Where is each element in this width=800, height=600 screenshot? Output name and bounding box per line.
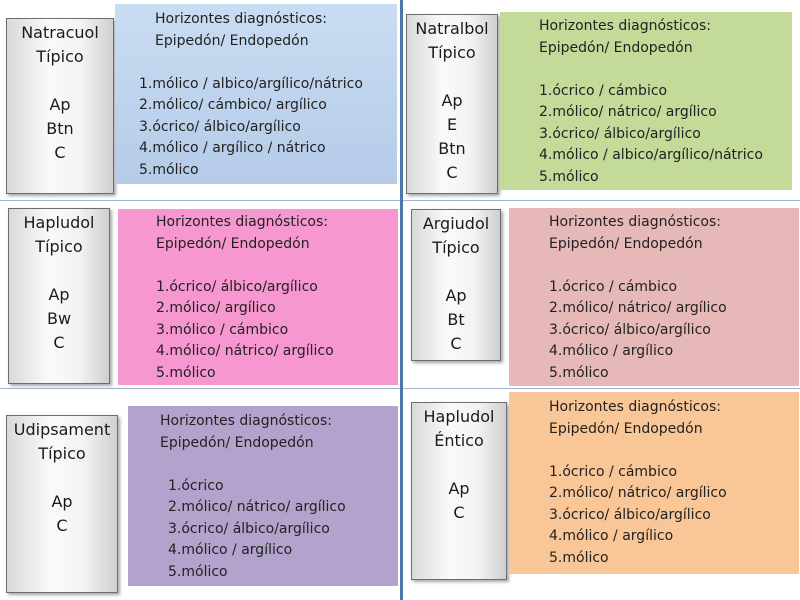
horizon-label: Ap [441,91,463,110]
horizon-label: C [450,334,462,353]
diagnostic-box-udipsament [128,406,398,586]
list-item: 3.ócrico/ álbico/argílico [168,520,330,537]
soil-subgroup: Típico [432,238,480,257]
diagnostic-title: Horizontes diagnósticos: [155,11,327,27]
soil-name-box-argiudol [411,209,501,361]
list-item: 4.mólico / argílico [168,542,293,558]
list-item: 2.mólico/ nátrico/ argílico [168,499,346,515]
horizon-label: Ap [49,95,71,114]
list-item: 4.mólico/ nátrico/ argílico [156,343,334,359]
diagnostic-subtitle: Epipedón/ Endopedón [549,235,703,252]
list-item: 2.mólico/ argílico [156,300,276,316]
soil-subgroup: Típico [428,43,476,62]
horizon-label: Ap [51,492,73,511]
diagnostic-list [539,81,792,189]
diagnostic-list [156,277,398,385]
column-divider [400,0,403,600]
diagnostic-title: Horizontes diagnósticos: [156,214,328,230]
list-item: 5.mólico [549,364,609,381]
soil-name: Udipsament [13,420,111,439]
soil-subgroup: Típico [35,237,83,256]
diagnostic-list [549,462,799,570]
list-item: 1.ócrico [168,477,224,494]
soil-name-box-natralbol [406,14,498,194]
diagnostic-title: Horizontes diagnósticos: [549,214,721,230]
list-item: 5.mólico [139,161,199,178]
horizon-label: C [56,516,68,535]
list-item: 3.mólico / cámbico [156,321,289,338]
soil-name: Natracuol [21,23,99,42]
list-item: 4.mólico / argílico [549,343,674,359]
diagnostic-subtitle: Epipedón/ Endopedón [549,420,703,437]
horizon-label: Ap [448,479,470,498]
diagnostic-box-natralbol [500,12,792,190]
horizon-label: Bw [46,309,72,328]
diagnostic-subtitle: Epipedón/ Endopedón [160,434,314,451]
horizon-label: Ap [48,285,70,304]
soil-name: Hapludol [23,213,95,232]
diagnostic-box-hapludol-tipico [118,209,398,385]
list-item: 2.mólico/ cámbico/ argílico [139,97,327,113]
soil-name: Natralbol [415,19,489,38]
list-item: 2.mólico/ nátrico/ argílico [549,485,727,501]
horizon-label: Btn [46,119,74,138]
list-item: 5.mólico [539,168,599,185]
soil-subgroup: Típico [36,47,84,66]
list-item: 2.mólico/ nátrico/ argílico [539,104,717,120]
list-item: 5.mólico [156,364,216,381]
diagnostic-title: Horizontes diagnósticos: [549,399,721,415]
soil-name-box-hapludol-entico [411,402,507,580]
list-item: 4.mólico / argílico / nátrico [139,140,326,156]
list-item: 3.ócrico/ álbico/argílico [549,506,711,523]
horizon-label: C [53,333,65,352]
list-item: 5.mólico [168,563,228,580]
diagnostic-box-hapludol-entico [509,392,799,574]
diagnostic-box-natracuol [115,4,397,184]
diagnostic-subtitle: Epipedón/ Endopedón [539,39,693,56]
soil-name-box-hapludol-tipico [8,208,110,384]
soil-subgroup: Éntico [434,431,484,450]
list-item: 1.ócrico / cámbico [539,82,668,99]
soil-name-box-natracuol [6,18,114,194]
horizon-label: C [446,163,458,182]
diagnostic-list [139,74,397,182]
horizon-label: C [54,143,66,162]
list-item: 1.ócrico / cámbico [549,463,678,480]
diagnostic-subtitle: Epipedón/ Endopedón [155,32,309,49]
diagnostic-box-argiudol [509,208,799,386]
diagnostic-title: Horizontes diagnósticos: [539,18,711,34]
diagnostic-list [549,277,799,385]
diagnostic-subtitle: Epipedón/ Endopedón [156,235,310,252]
horizon-label: E [446,115,458,134]
list-item: 3.ócrico/ álbico/argílico [139,118,301,135]
list-item: 5.mólico [549,549,609,566]
list-item: 1.ócrico / cámbico [549,278,678,295]
soil-name: Hapludol [423,407,495,426]
soil-name-box-udipsament [6,415,118,593]
horizon-label: C [453,503,465,522]
list-item: 3.ócrico/ álbico/argílico [549,321,711,338]
diagnostic-title: Horizontes diagnósticos: [160,413,332,429]
diagnostic-list [168,476,398,584]
list-item: 2.mólico/ nátrico/ argílico [549,300,727,316]
soil-subgroup: Típico [38,444,86,463]
horizon-label: Bt [447,310,465,329]
list-item: 3.ócrico/ álbico/argílico [539,125,701,142]
list-item: 4.mólico / albico/argílico/nátrico [539,147,763,163]
list-item: 1.mólico / albico/argílico/nátrico [139,75,363,92]
list-item: 4.mólico / argílico [549,528,674,544]
list-item: 1.ócrico/ álbico/argílico [156,278,318,295]
horizon-label: Ap [445,286,467,305]
horizon-label: Btn [438,139,466,158]
soil-name: Argiudol [422,214,490,233]
